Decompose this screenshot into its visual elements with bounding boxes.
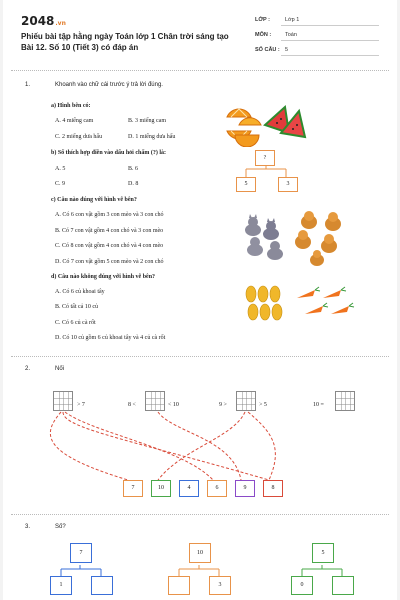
dog-icon: [325, 212, 341, 231]
potato-carrot-image: [245, 284, 355, 324]
part-label: b) Số thích hợp điền vào dấu hỏi chấm (?) là:: [51, 150, 167, 156]
subject-field: MÔN : Toán: [255, 32, 297, 38]
question-number: 1.: [25, 82, 31, 88]
dog-icon: [310, 250, 324, 266]
orange-watermelon-image: [225, 103, 307, 147]
option-d[interactable]: D. Có 7 con vật gồm 5 con mèo và 2 con chó: [55, 259, 164, 265]
expression-text: 9 >: [219, 402, 227, 408]
matching-lines: [33, 408, 293, 483]
number-box-left: 5: [236, 177, 256, 192]
option-b[interactable]: B. Có tất cả 10 củ: [55, 304, 98, 310]
cat-icon: [267, 241, 283, 260]
question-number: 3.: [25, 524, 31, 530]
option-d[interactable]: D. Có 10 củ gồm 6 củ khoai tây và 4 củ cà rốt: [55, 335, 166, 341]
option-b[interactable]: B. 6: [128, 166, 139, 172]
number-box-right: 3: [278, 177, 298, 192]
option-d[interactable]: D. 1 miếng dưa hấu: [128, 134, 176, 140]
option-b[interactable]: B. 3 miếng cam: [128, 118, 166, 124]
option-a[interactable]: A. 4 miếng cam: [55, 118, 94, 124]
expression-text: > 7: [77, 402, 85, 408]
site-logo[interactable]: 2048.vn: [21, 14, 66, 28]
option-a[interactable]: A. Có 6 củ khoai tây: [55, 289, 105, 295]
divider: [11, 514, 389, 515]
question-prompt: Nối: [55, 366, 65, 372]
option-a[interactable]: A. 5: [55, 166, 66, 172]
dog-icon: [295, 230, 311, 249]
expression-text: 10 =: [313, 402, 324, 408]
worksheet-page: [3, 0, 397, 600]
part-label: c) Câu nào đúng với hình vẽ bên?: [51, 197, 137, 203]
option-b[interactable]: B. Có 7 con vật gồm 4 con chó và 3 con mèo: [55, 228, 164, 234]
tree-top-box: 7: [70, 543, 92, 563]
divider: [281, 25, 379, 26]
cat-icon: [263, 218, 279, 240]
document-title: Phiếu bài tập hằng ngày Toán lớp 1 Chân trời sáng tạo Bài 12. Số 10 (Tiết 3) có đáp án: [21, 32, 229, 52]
number-option[interactable]: 6: [207, 480, 227, 497]
tree-top-box: 5: [312, 543, 334, 563]
tree-top-box: 10: [189, 543, 211, 563]
expression-text: > 5: [259, 402, 267, 408]
blank-box[interactable]: [335, 391, 355, 411]
orange-slice-icon: [227, 109, 251, 117]
number-box-top: ?: [255, 150, 275, 166]
option-a[interactable]: A. Có 6 con vật gồm 3 con mèo và 3 con chó: [55, 212, 164, 218]
expression-text: < 10: [168, 402, 179, 408]
option-c[interactable]: C. 9: [55, 181, 66, 187]
number-option[interactable]: 9: [235, 480, 255, 497]
carrot-icon: [297, 287, 354, 314]
dog-icon: [301, 211, 317, 229]
option-c[interactable]: C. 2 miếng dưa hấu: [55, 134, 103, 140]
orange-slice-icon: [239, 118, 261, 125]
option-c[interactable]: C. Có 6 củ cà rốt: [55, 320, 96, 326]
part-label: a) Hình bên có:: [51, 103, 91, 109]
class-field: LỚP : Lớp 1: [255, 17, 300, 23]
tree-right-box[interactable]: [91, 576, 113, 595]
divider: [281, 40, 379, 41]
number-option[interactable]: 4: [179, 480, 199, 497]
potato-icon: [246, 286, 282, 320]
tree-right-box[interactable]: 3: [209, 576, 231, 595]
question-count-field: SỐ CÂU : 5: [255, 47, 289, 53]
cat-icon: [247, 237, 263, 256]
dog-icon: [321, 234, 337, 253]
part-label: d) Câu nào không đúng với hình vẽ bên?: [51, 274, 156, 280]
divider: [11, 70, 389, 71]
question-prompt: Số?: [55, 524, 66, 530]
question-prompt: Khoanh vào chữ cái trước ý trả lời đúng.: [55, 82, 163, 88]
number-option[interactable]: 8: [263, 480, 283, 497]
divider: [11, 356, 389, 357]
number-option[interactable]: 7: [123, 480, 143, 497]
number-option[interactable]: 10: [151, 480, 171, 497]
question-number: 2.: [25, 366, 31, 372]
option-d[interactable]: D. 8: [128, 181, 139, 187]
expression-text: 8 <: [128, 402, 136, 408]
cat-icon: [245, 214, 261, 236]
tree-left-box[interactable]: 0: [291, 576, 313, 595]
tree-left-box[interactable]: [168, 576, 190, 595]
tree-right-box[interactable]: [332, 576, 354, 595]
cats-dogs-image: [241, 208, 351, 268]
divider: [281, 55, 379, 56]
option-c[interactable]: C. Có 8 con vật gồm 4 con chó và 4 con mèo: [55, 243, 164, 249]
tree-left-box[interactable]: 1: [50, 576, 72, 595]
